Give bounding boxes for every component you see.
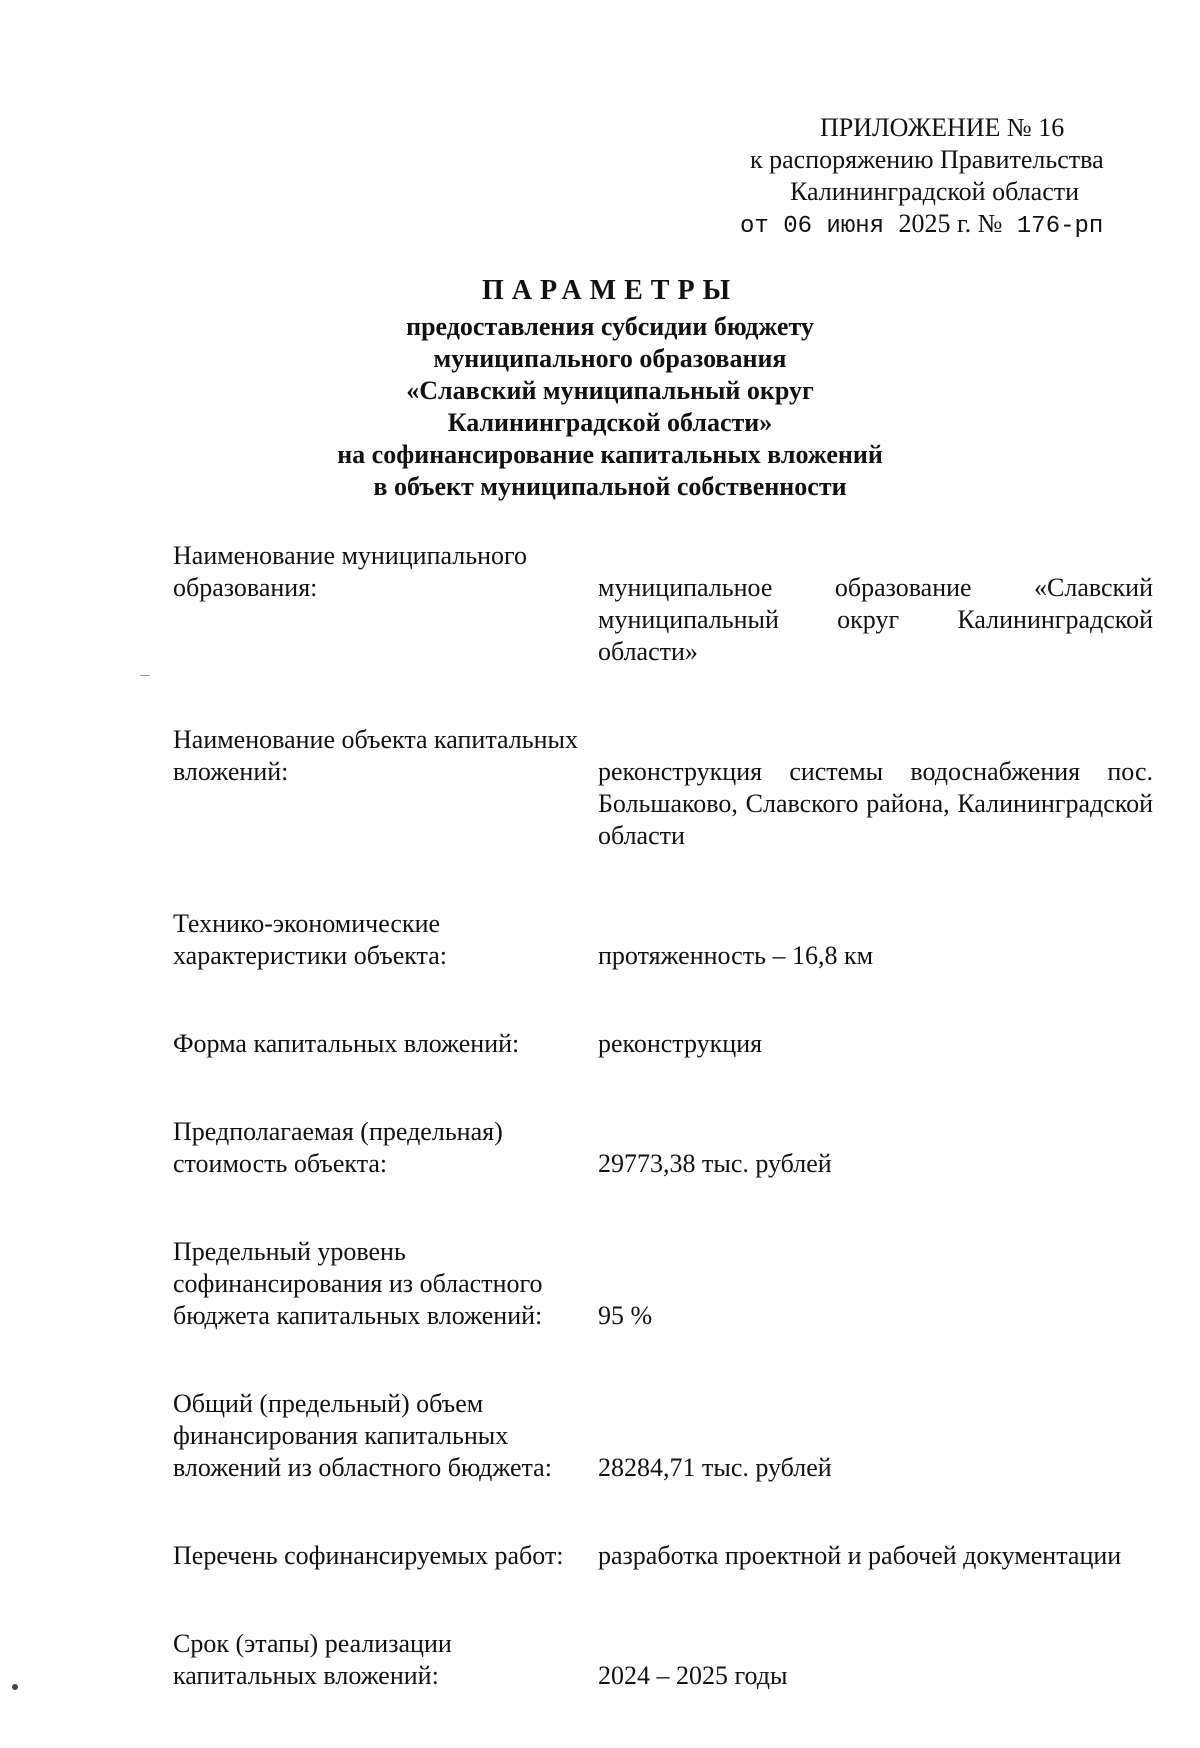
appendix-date-line <box>700 208 1170 243</box>
date-year: 2025 г. № <box>898 209 1003 238</box>
param-value: протяженность – 16,8 км <box>598 941 874 970</box>
param-label: Предполагаемая (предельная) стоимость объекта: <box>173 1117 503 1178</box>
param-row-period <box>173 1628 1163 1692</box>
param-label: Технико-экономические характеристики объекта: <box>173 909 448 970</box>
parameters-list <box>173 540 1163 1748</box>
appendix-title: ПРИЛОЖЕНИЕ № 16 <box>820 113 1065 142</box>
param-label: Предельный уровень софинансирования из областного бюджета капитальных вложений: <box>173 1237 543 1330</box>
title-line: «Славский муниципальный округ <box>406 376 814 405</box>
appendix-region: Калининградской области <box>790 177 1080 206</box>
param-row-cost <box>173 1116 1163 1180</box>
appendix-reference: к распоряжению Правительства <box>750 145 1104 174</box>
scan-dot <box>12 1684 18 1690</box>
param-label: Общий (предельный) объем финансирования капитальных вложений из областного бюджета: <box>173 1389 552 1482</box>
title-line: в объект муниципальной собственности <box>373 472 847 501</box>
param-label: Срок (этапы) реализации капитальных вложений: <box>173 1629 452 1690</box>
date-prefix: от <box>740 213 769 240</box>
title-line: на софинансирование капитальных вложений <box>337 440 883 469</box>
param-row-municipality <box>173 540 1163 668</box>
param-value: реконструкция системы водоснабжения пос. Большаково, Славского района, Калининградской области <box>598 757 1153 850</box>
param-value: 95 % <box>598 1301 653 1330</box>
order-number: 176-рп <box>1016 213 1104 240</box>
param-label: Перечень софинансируемых работ: <box>173 1541 564 1570</box>
param-row-object <box>173 724 1163 852</box>
param-value: 28284,71 тыс. рублей <box>598 1453 832 1482</box>
param-value: реконструкция <box>598 1029 763 1058</box>
param-row-specs <box>173 908 1163 972</box>
param-label: Наименование муниципального образования: <box>173 541 528 602</box>
param-value: 29773,38 тыс. рублей <box>598 1149 832 1178</box>
param-value: разработка проектной и рабочей документации <box>598 1541 1122 1570</box>
document-title <box>260 275 960 503</box>
title-line: предоставления субсидии бюджету <box>406 312 814 341</box>
appendix-header <box>700 112 1170 243</box>
title-line: Калининградской области» <box>447 408 773 437</box>
date-day: 06 июня <box>783 213 885 240</box>
param-value: муниципальное образование «Славский муниципальный округ Калининградской области» <box>598 573 1153 666</box>
title-heading: ПАРАМЕТРЫ <box>481 275 739 306</box>
param-value: 2024 – 2025 годы <box>598 1661 788 1690</box>
param-label: Наименование объекта капитальных вложений: <box>173 725 578 786</box>
param-row-works <box>173 1540 1163 1572</box>
param-row-funding-volume <box>173 1388 1163 1484</box>
title-line: муниципального образования <box>433 344 787 373</box>
param-row-cofinancing-level <box>173 1236 1163 1332</box>
param-label: Форма капитальных вложений: <box>173 1029 520 1058</box>
param-row-form <box>173 1028 1163 1060</box>
scan-artifact <box>140 675 150 676</box>
